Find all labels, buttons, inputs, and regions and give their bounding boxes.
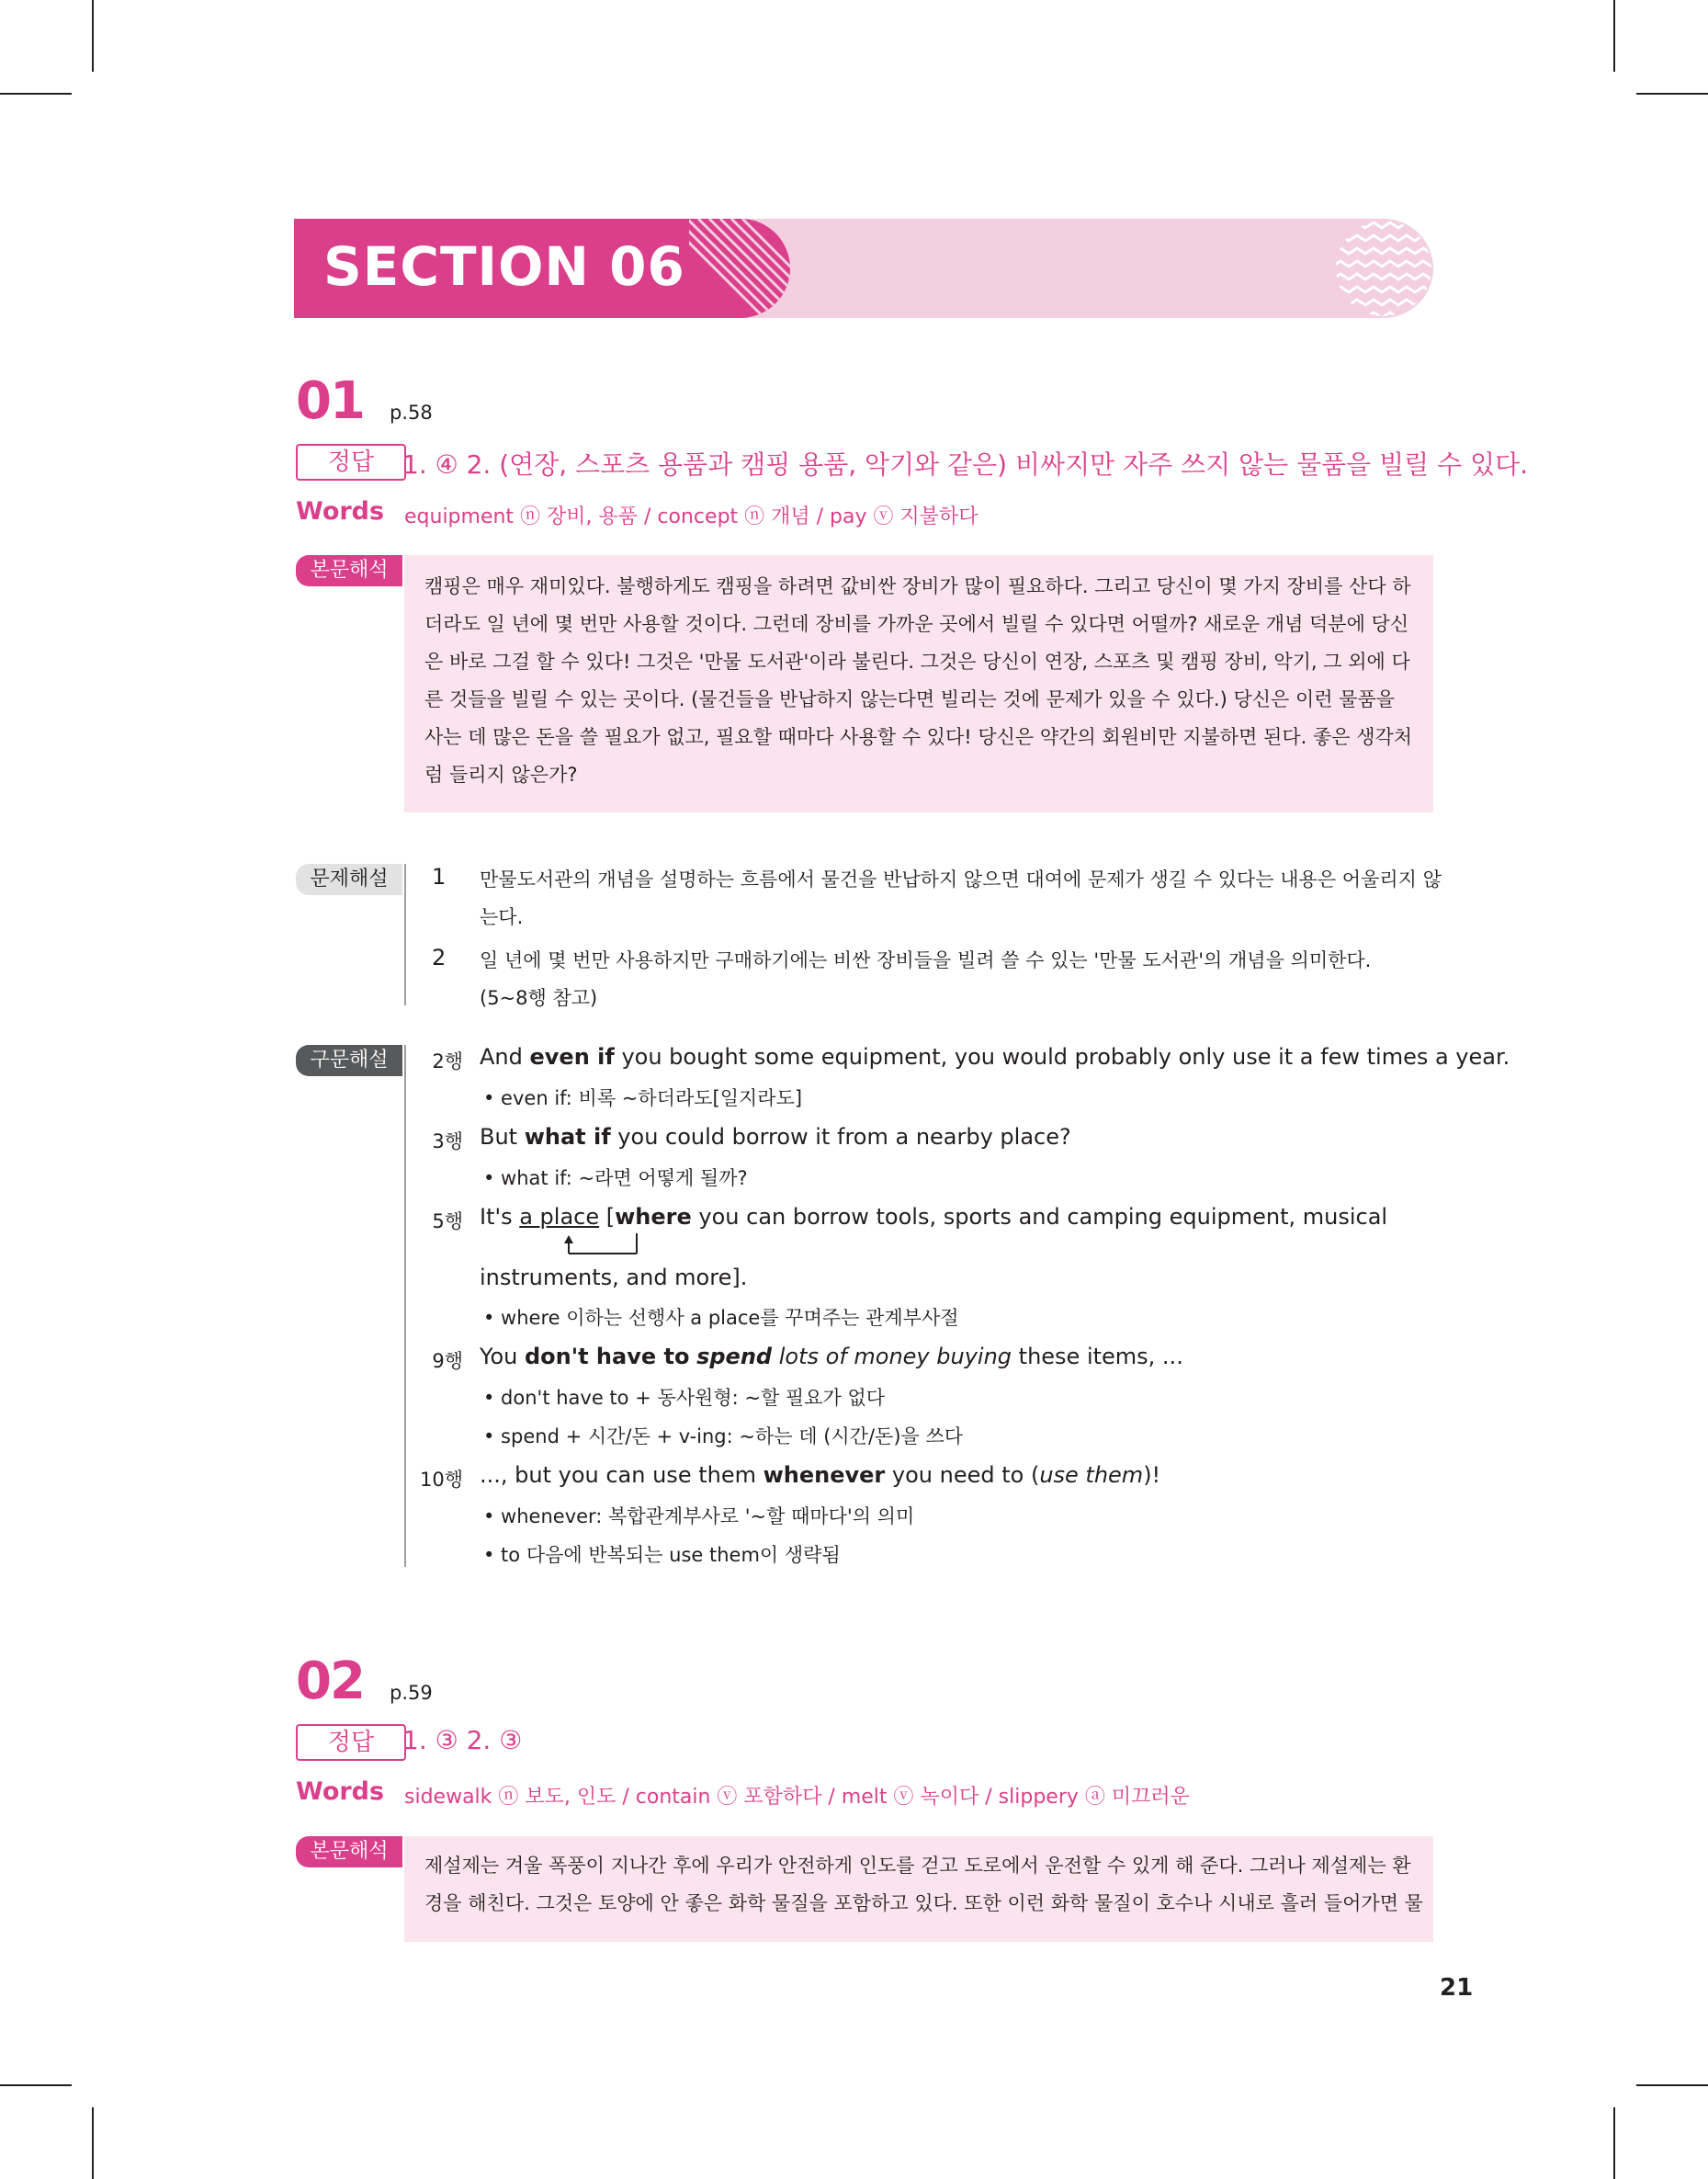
translation-line: 은 바로 그걸 할 수 있다! 그것은 '만물 도서관'이라 불린다. 그것은 당신이 연장, 스포츠 및 캠핑 장비, 악기, 그 외에 다	[424, 651, 1410, 673]
explanation-line: 는다.	[480, 906, 524, 928]
question-page: p.58	[390, 402, 433, 424]
answer-tag: 정답	[296, 444, 406, 481]
grammar-note: • spend + 시간/돈 + v-ing: ~하는 데 (시간/돈)을 쓰다	[483, 1425, 964, 1447]
antecedent: a place	[519, 1204, 600, 1230]
translation-tag: 본문해석	[296, 1836, 402, 1867]
explanation-number: 1	[432, 864, 447, 890]
grammar-sentence-cont: instruments, and more].	[480, 1265, 748, 1290]
grammar-note: • don't have to + 동사원형: ~할 필요가 없다	[483, 1387, 886, 1409]
stripes-decoration-icon	[689, 219, 790, 318]
words-list: equipment ⓝ 장비, 용품 / concept ⓝ 개념 / pay ⓥ 지불하다	[404, 505, 978, 528]
explanation-number: 2	[432, 945, 447, 970]
grammar-sentence: You don't have to spend lots of money buying these items, ...	[480, 1344, 1183, 1369]
translation-line: 캠핑은 매우 재미있다. 불행하게도 캠핑을 하려면 값비싼 장비가 많이 필요하다. 그리고 당신이 몇 가지 장비를 산다 하	[424, 575, 1411, 597]
line-number: 3행	[432, 1130, 463, 1152]
translation-line: 제설제는 겨울 폭풍이 지나간 후에 우리가 안전하게 인도를 걷고 도로에서 운전할 수 있게 해 준다. 그러나 제설제는 환	[424, 1855, 1411, 1877]
question-number: 01	[296, 371, 364, 431]
crop-mark	[92, 0, 94, 72]
explanation-line: 만물도서관의 개념을 설명하는 흐름에서 물건을 반납하지 않으면 대여에 문제가 생길 수 있다는 내용은 어울리지 않	[480, 868, 1442, 891]
page-number: 21	[1440, 1974, 1474, 2002]
crop-mark	[0, 2084, 72, 2086]
grammar-sentence: And even if you bought some equipment, you would probably only use it a few times a year.	[480, 1044, 1510, 1070]
relation-arrow-icon	[551, 1231, 643, 1259]
line-number: 10행	[419, 1469, 463, 1491]
grammar-sentence: But what if you could borrow it from a nearby place?	[480, 1124, 1071, 1150]
grammar-sentence: It's a place [where you can borrow tools, sports and camping equipment, musical	[480, 1204, 1388, 1230]
line-number: 2행	[432, 1050, 463, 1072]
crop-mark	[1613, 0, 1615, 72]
grammar-note: • to 다음에 반복되는 use them이 생략됨	[483, 1544, 841, 1566]
explanation-line: (5~8행 참고)	[480, 987, 598, 1009]
translation-box	[404, 555, 1433, 812]
grammar-note: • what if: ~라면 어떻게 될까?	[483, 1167, 748, 1189]
question-page: p.59	[390, 1682, 433, 1704]
words-list: sidewalk ⓝ 보도, 인도 / contain ⓥ 포함하다 / melt ⓥ 녹이다 / slippery ⓐ 미끄러운	[404, 1786, 1190, 1809]
crop-mark	[0, 93, 72, 95]
divider	[404, 864, 406, 1005]
question-number: 02	[296, 1651, 364, 1711]
words-label: Words	[296, 1777, 385, 1806]
crop-mark	[1613, 2107, 1615, 2179]
grammar-note: • whenever: 복합관계부사로 '~할 때마다'의 의미	[483, 1505, 915, 1527]
section-banner	[294, 219, 1433, 318]
translation-line: 른 것들을 빌릴 수 있는 곳이다. (물건들을 반납하지 않는다면 빌리는 것에 문제가 있을 수 있다.) 당신은 이런 물품을	[424, 688, 1396, 710]
translation-line: 더라도 일 년에 몇 번만 사용할 것이다. 그런데 장비를 가까운 곳에서 빌릴 수 있다면 어떨까? 새로운 개념 덕분에 당신	[424, 613, 1409, 635]
answer-text: 1. ④ 2. (연장, 스포츠 용품과 캠핑 용품, 악기와 같은) 비싸지만 자주 쓰지 않는 물품을 빌릴 수 있다.	[402, 449, 1529, 480]
crop-mark	[92, 2107, 94, 2179]
waves-decoration-icon	[1332, 219, 1433, 318]
explanation-tag: 문제해설	[296, 864, 402, 895]
divider	[404, 1045, 406, 1567]
explanation-line: 일 년에 몇 번만 사용하지만 구매하기에는 비싼 장비들을 빌려 쓸 수 있는 '만물 도서관'의 개념을 의미한다.	[480, 949, 1372, 971]
line-number: 9행	[432, 1350, 463, 1372]
line-number: 5행	[432, 1210, 463, 1232]
answer-text: 1. ③ 2. ③	[402, 1725, 523, 1755]
translation-line: 럼 들리지 않은가?	[424, 764, 578, 786]
translation-box	[404, 1836, 1433, 1942]
section-title: SECTION 06	[323, 235, 685, 298]
translation-tag: 본문해석	[296, 555, 402, 586]
grammar-note: • where 이하는 선행사 a place를 꾸며주는 관계부사절	[483, 1307, 959, 1329]
grammar-note: • even if: 비록 ~하더라도[일지라도]	[483, 1087, 803, 1109]
words-label: Words	[296, 497, 385, 526]
translation-line: 사는 데 많은 돈을 쓸 필요가 없고, 필요할 때마다 사용할 수 있다! 당신은 약간의 회원비만 지불하면 된다. 좋은 생각처	[424, 726, 1413, 748]
crop-mark	[1636, 93, 1708, 95]
grammar-sentence: ..., but you can use them whenever you need to (use them)!	[480, 1462, 1161, 1488]
grammar-tag: 구문해설	[296, 1045, 402, 1076]
translation-line: 경을 해친다. 그것은 토양에 안 좋은 화학 물질을 포함하고 있다. 또한 이런 화학 물질이 호수나 시내로 흘러 들어가면 물	[424, 1892, 1423, 1914]
crop-mark	[1636, 2084, 1708, 2086]
answer-tag: 정답	[296, 1724, 406, 1761]
